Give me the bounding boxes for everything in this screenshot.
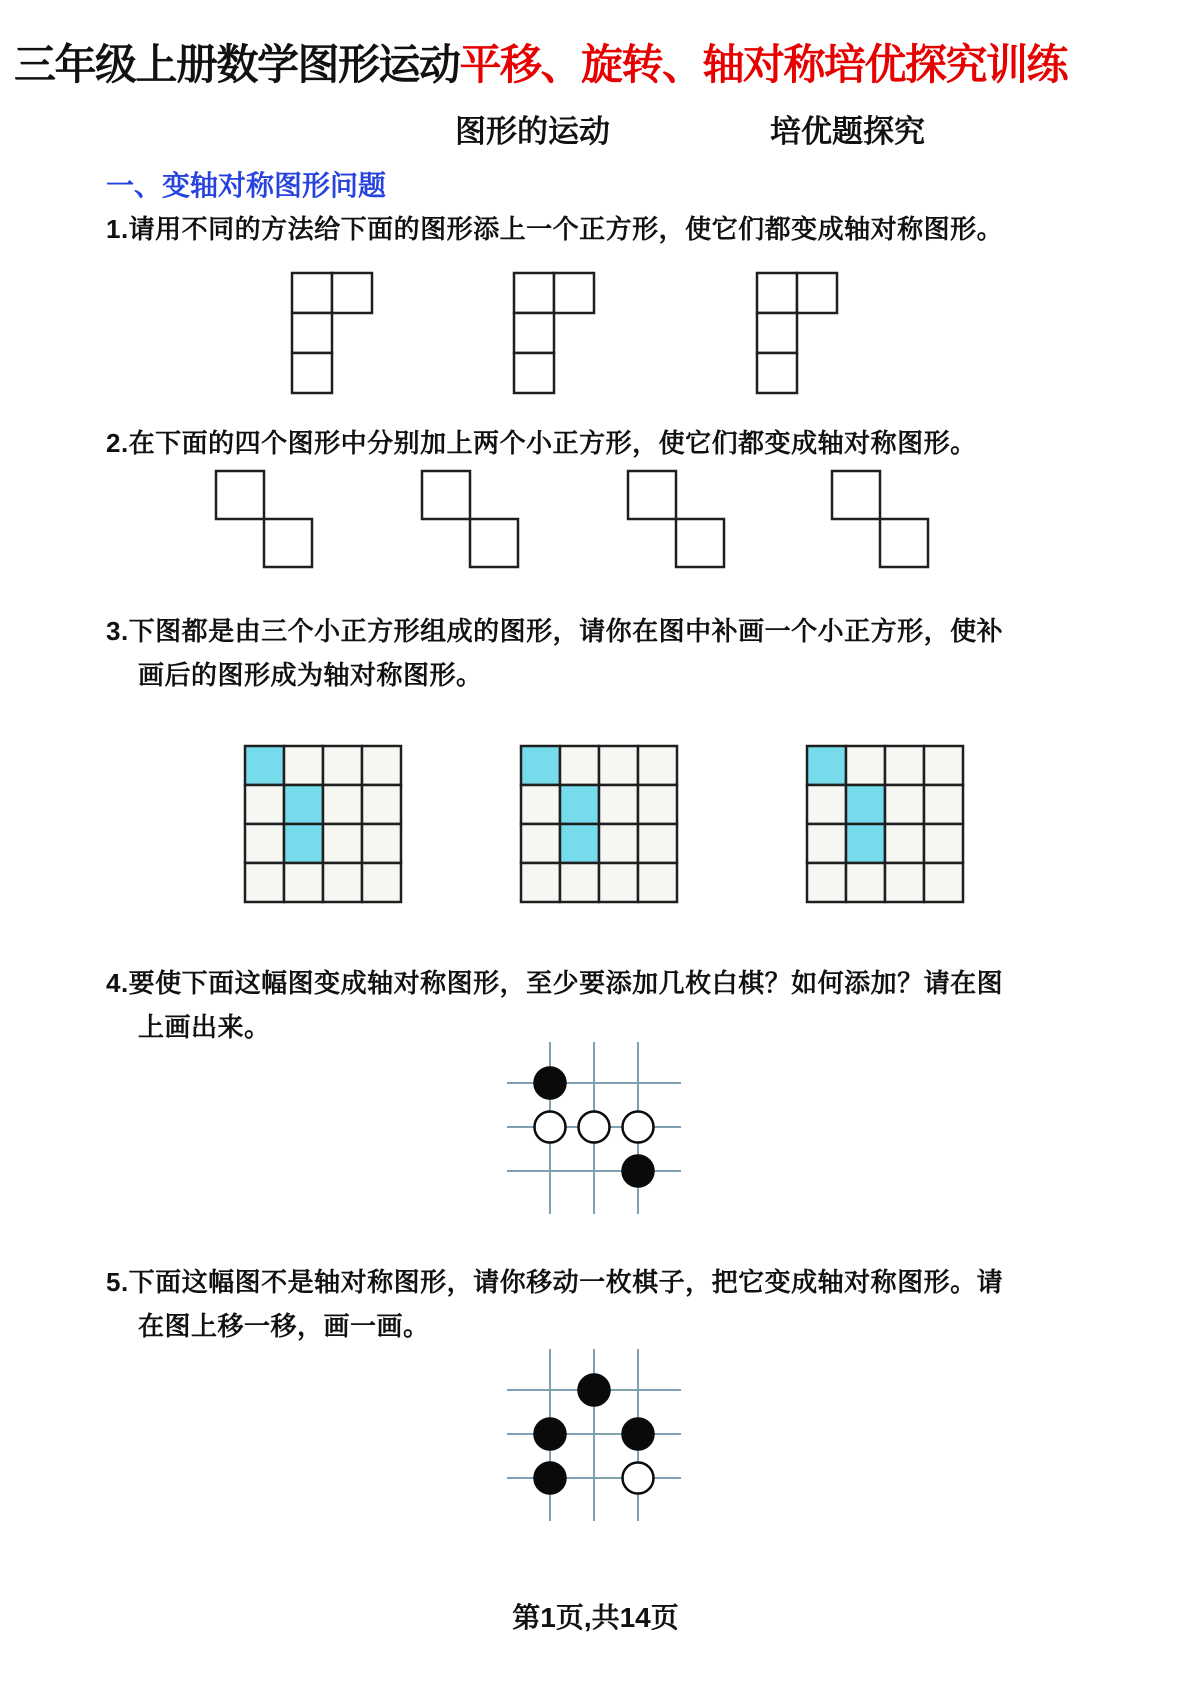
page-title-black-part: 三年级上册数学图形运动 — [14, 41, 460, 88]
diagonal-squares-figure — [214, 469, 314, 569]
grid-figure — [243, 744, 403, 904]
grid-figure — [519, 744, 679, 904]
l-shape-figure — [755, 271, 839, 395]
question-3-text-line1: 3.下图都是由三个小正方形组成的图形，请你在图中补画一个小正方形，使补 — [106, 616, 1004, 646]
question-5-text-line2: 在图上移一移，画一画。 — [138, 1311, 430, 1341]
l-shape-figure — [290, 271, 374, 395]
page-title-red-part: 平移、旋转、轴对称培优探究训练 — [459, 41, 1068, 88]
question-5-text-line1: 5.下面这幅图不是轴对称图形，请你移动一枚棋子，把它变成轴对称图形。请 — [106, 1267, 1004, 1297]
diagonal-squares-figure — [626, 469, 726, 569]
section-heading: 一、变轴对称图形问题 — [106, 170, 387, 201]
go-board-figure — [505, 1038, 683, 1216]
l-shape-figure — [512, 271, 596, 395]
question-4-text-line2: 上画出来。 — [138, 1012, 271, 1042]
subtitle-left: 图形的运动 — [455, 114, 610, 149]
question-3-text-line2: 画后的图形成为轴对称图形。 — [138, 660, 483, 690]
question-2-text: 2.在下面的四个图形中分别加上两个小正方形，使它们都变成轴对称图形。 — [106, 428, 977, 458]
diagonal-squares-figure — [830, 469, 930, 569]
go-board-figure — [505, 1345, 683, 1523]
question-1-text: 1.请用不同的方法给下面的图形添上一个正方形，使它们都变成轴对称图形。 — [106, 214, 1004, 244]
page-title — [14, 32, 1067, 92]
grid-figure — [805, 744, 965, 904]
page-number: 第1页,共14页 — [512, 1602, 679, 1633]
subtitle-right: 培优题探究 — [770, 114, 925, 149]
question-4-text-line1: 4.要使下面这幅图变成轴对称图形，至少要添加几枚白棋？如何添加？请在图 — [106, 968, 1004, 998]
diagonal-squares-figure — [420, 469, 520, 569]
